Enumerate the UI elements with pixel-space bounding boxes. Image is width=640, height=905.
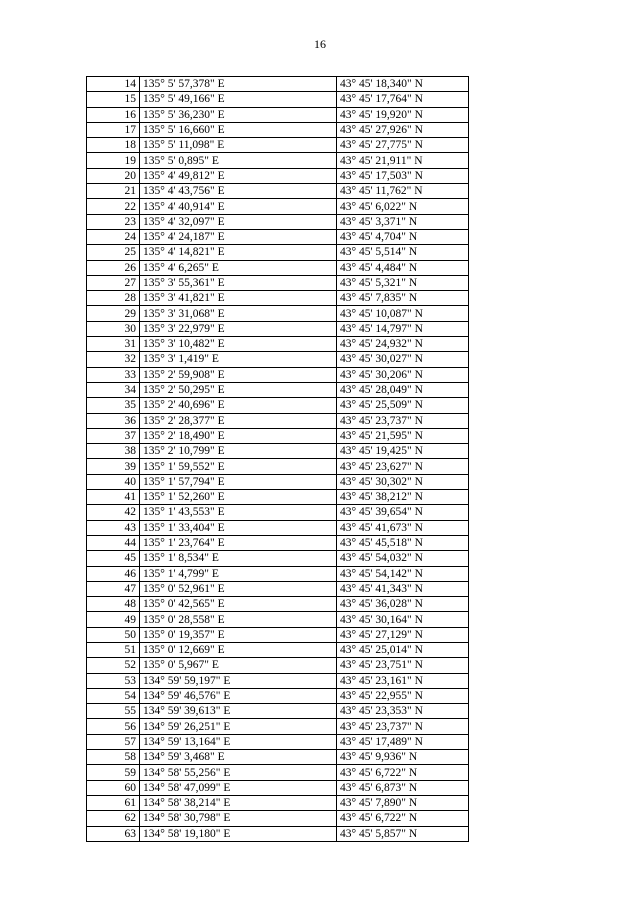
longitude-cell: 135° 0' 12,669" E bbox=[140, 642, 337, 657]
table-row bbox=[87, 811, 469, 826]
latitude-cell: 43° 45' 27,775" N bbox=[337, 138, 469, 153]
longitude-cell: 135° 5' 11,098" E bbox=[140, 138, 337, 153]
table-row bbox=[87, 734, 469, 749]
latitude-cell: 43° 45' 54,142" N bbox=[337, 566, 469, 581]
longitude-cell: 134° 58' 19,180" E bbox=[140, 826, 337, 841]
longitude-cell: 135° 1' 43,553" E bbox=[140, 505, 337, 520]
latitude-cell: 43° 45' 41,343" N bbox=[337, 581, 469, 596]
table-row bbox=[87, 260, 469, 275]
point-number-cell: 52 bbox=[87, 658, 140, 673]
longitude-cell: 134° 59' 46,576" E bbox=[140, 688, 337, 703]
table-row bbox=[87, 229, 469, 244]
longitude-cell: 135° 2' 40,696" E bbox=[140, 398, 337, 413]
point-number-cell: 24 bbox=[87, 229, 140, 244]
longitude-cell: 135° 1' 59,552" E bbox=[140, 459, 337, 474]
latitude-cell: 43° 45' 7,835" N bbox=[337, 291, 469, 306]
latitude-cell: 43° 45' 19,920" N bbox=[337, 107, 469, 122]
table-row bbox=[87, 122, 469, 137]
latitude-cell: 43° 45' 23,161" N bbox=[337, 673, 469, 688]
latitude-cell: 43° 45' 28,049" N bbox=[337, 382, 469, 397]
latitude-cell: 43° 45' 17,764" N bbox=[337, 92, 469, 107]
latitude-cell: 43° 45' 24,932" N bbox=[337, 337, 469, 352]
longitude-cell: 135° 3' 31,068" E bbox=[140, 306, 337, 321]
latitude-cell: 43° 45' 27,926" N bbox=[337, 122, 469, 137]
point-number-cell: 63 bbox=[87, 826, 140, 841]
latitude-cell: 43° 45' 30,206" N bbox=[337, 367, 469, 382]
table-row bbox=[87, 77, 469, 92]
longitude-cell: 135° 5' 57,378" E bbox=[140, 77, 337, 92]
latitude-cell: 43° 45' 17,489" N bbox=[337, 734, 469, 749]
longitude-cell: 135° 1' 8,534" E bbox=[140, 551, 337, 566]
longitude-cell: 135° 2' 28,377" E bbox=[140, 413, 337, 428]
latitude-cell: 43° 45' 21,595" N bbox=[337, 428, 469, 443]
longitude-cell: 135° 0' 19,357" E bbox=[140, 627, 337, 642]
point-number-cell: 48 bbox=[87, 597, 140, 612]
point-number-cell: 46 bbox=[87, 566, 140, 581]
point-number-cell: 17 bbox=[87, 122, 140, 137]
table-row bbox=[87, 780, 469, 795]
point-number-cell: 58 bbox=[87, 750, 140, 765]
table-row bbox=[87, 627, 469, 642]
table-row bbox=[87, 367, 469, 382]
longitude-cell: 135° 2' 50,295" E bbox=[140, 382, 337, 397]
longitude-cell: 135° 1' 33,404" E bbox=[140, 520, 337, 535]
point-number-cell: 45 bbox=[87, 551, 140, 566]
latitude-cell: 43° 45' 36,028" N bbox=[337, 597, 469, 612]
table-row bbox=[87, 245, 469, 260]
longitude-cell: 135° 0' 52,961" E bbox=[140, 581, 337, 596]
latitude-cell: 43° 45' 19,425" N bbox=[337, 444, 469, 459]
latitude-cell: 43° 45' 6,722" N bbox=[337, 811, 469, 826]
point-number-cell: 53 bbox=[87, 673, 140, 688]
latitude-cell: 43° 45' 30,027" N bbox=[337, 352, 469, 367]
table-row bbox=[87, 199, 469, 214]
table-row bbox=[87, 474, 469, 489]
latitude-cell: 43° 45' 5,857" N bbox=[337, 826, 469, 841]
coordinates-table bbox=[86, 76, 469, 842]
table-row bbox=[87, 428, 469, 443]
point-number-cell: 18 bbox=[87, 138, 140, 153]
table-row bbox=[87, 337, 469, 352]
point-number-cell: 57 bbox=[87, 734, 140, 749]
point-number-cell: 41 bbox=[87, 490, 140, 505]
table-row bbox=[87, 505, 469, 520]
longitude-cell: 135° 3' 41,821" E bbox=[140, 291, 337, 306]
longitude-cell: 135° 5' 0,895" E bbox=[140, 153, 337, 168]
latitude-cell: 43° 45' 6,873" N bbox=[337, 780, 469, 795]
point-number-cell: 38 bbox=[87, 444, 140, 459]
point-number-cell: 42 bbox=[87, 505, 140, 520]
point-number-cell: 23 bbox=[87, 214, 140, 229]
point-number-cell: 44 bbox=[87, 535, 140, 550]
table-row bbox=[87, 719, 469, 734]
point-number-cell: 61 bbox=[87, 795, 140, 810]
point-number-cell: 62 bbox=[87, 811, 140, 826]
point-number-cell: 40 bbox=[87, 474, 140, 489]
latitude-cell: 43° 45' 3,371" N bbox=[337, 214, 469, 229]
latitude-cell: 43° 45' 27,129" N bbox=[337, 627, 469, 642]
latitude-cell: 43° 45' 25,509" N bbox=[337, 398, 469, 413]
longitude-cell: 135° 4' 43,756" E bbox=[140, 184, 337, 199]
table-row bbox=[87, 535, 469, 550]
table-row bbox=[87, 765, 469, 780]
longitude-cell: 134° 58' 38,214" E bbox=[140, 795, 337, 810]
table-row bbox=[87, 214, 469, 229]
table-row bbox=[87, 168, 469, 183]
longitude-cell: 135° 1' 57,794" E bbox=[140, 474, 337, 489]
table-row bbox=[87, 107, 469, 122]
longitude-cell: 135° 0' 5,967" E bbox=[140, 658, 337, 673]
latitude-cell: 43° 45' 7,890" N bbox=[337, 795, 469, 810]
longitude-cell: 135° 4' 24,187" E bbox=[140, 229, 337, 244]
longitude-cell: 134° 59' 3,468" E bbox=[140, 750, 337, 765]
table-row bbox=[87, 750, 469, 765]
longitude-cell: 135° 3' 1,419" E bbox=[140, 352, 337, 367]
latitude-cell: 43° 45' 23,737" N bbox=[337, 719, 469, 734]
point-number-cell: 30 bbox=[87, 321, 140, 336]
table-row bbox=[87, 795, 469, 810]
point-number-cell: 33 bbox=[87, 367, 140, 382]
table-row bbox=[87, 566, 469, 581]
table-row bbox=[87, 490, 469, 505]
point-number-cell: 36 bbox=[87, 413, 140, 428]
table-row bbox=[87, 642, 469, 657]
longitude-cell: 135° 5' 49,166" E bbox=[140, 92, 337, 107]
latitude-cell: 43° 45' 54,032" N bbox=[337, 551, 469, 566]
table-row bbox=[87, 704, 469, 719]
point-number-cell: 34 bbox=[87, 382, 140, 397]
latitude-cell: 43° 45' 30,164" N bbox=[337, 612, 469, 627]
table-row bbox=[87, 382, 469, 397]
point-number-cell: 31 bbox=[87, 337, 140, 352]
latitude-cell: 43° 45' 9,936" N bbox=[337, 750, 469, 765]
latitude-cell: 43° 45' 5,514" N bbox=[337, 245, 469, 260]
longitude-cell: 134° 59' 13,164" E bbox=[140, 734, 337, 749]
point-number-cell: 32 bbox=[87, 352, 140, 367]
latitude-cell: 43° 45' 23,353" N bbox=[337, 704, 469, 719]
longitude-cell: 135° 4' 14,821" E bbox=[140, 245, 337, 260]
latitude-cell: 43° 45' 23,627" N bbox=[337, 459, 469, 474]
point-number-cell: 49 bbox=[87, 612, 140, 627]
longitude-cell: 135° 4' 49,812" E bbox=[140, 168, 337, 183]
longitude-cell: 134° 59' 26,251" E bbox=[140, 719, 337, 734]
table-row bbox=[87, 459, 469, 474]
point-number-cell: 26 bbox=[87, 260, 140, 275]
latitude-cell: 43° 45' 38,212" N bbox=[337, 490, 469, 505]
point-number-cell: 21 bbox=[87, 184, 140, 199]
table-row bbox=[87, 413, 469, 428]
coordinates-table-body bbox=[87, 77, 469, 842]
point-number-cell: 25 bbox=[87, 245, 140, 260]
longitude-cell: 134° 58' 30,798" E bbox=[140, 811, 337, 826]
longitude-cell: 135° 2' 18,490" E bbox=[140, 428, 337, 443]
point-number-cell: 54 bbox=[87, 688, 140, 703]
point-number-cell: 51 bbox=[87, 642, 140, 657]
point-number-cell: 59 bbox=[87, 765, 140, 780]
table-row bbox=[87, 153, 469, 168]
latitude-cell: 43° 45' 4,484" N bbox=[337, 260, 469, 275]
longitude-cell: 135° 3' 22,979" E bbox=[140, 321, 337, 336]
point-number-cell: 35 bbox=[87, 398, 140, 413]
longitude-cell: 134° 58' 55,256" E bbox=[140, 765, 337, 780]
point-number-cell: 16 bbox=[87, 107, 140, 122]
longitude-cell: 135° 1' 23,764" E bbox=[140, 535, 337, 550]
point-number-cell: 56 bbox=[87, 719, 140, 734]
latitude-cell: 43° 45' 14,797" N bbox=[337, 321, 469, 336]
table-row bbox=[87, 597, 469, 612]
point-number-cell: 37 bbox=[87, 428, 140, 443]
longitude-cell: 135° 3' 55,361" E bbox=[140, 275, 337, 290]
longitude-cell: 135° 5' 16,660" E bbox=[140, 122, 337, 137]
latitude-cell: 43° 45' 30,302" N bbox=[337, 474, 469, 489]
point-number-cell: 28 bbox=[87, 291, 140, 306]
table-row bbox=[87, 92, 469, 107]
longitude-cell: 135° 4' 6,265" E bbox=[140, 260, 337, 275]
point-number-cell: 14 bbox=[87, 77, 140, 92]
longitude-cell: 135° 0' 42,565" E bbox=[140, 597, 337, 612]
page-number: 16 bbox=[314, 37, 326, 51]
table-row bbox=[87, 184, 469, 199]
longitude-cell: 135° 4' 40,914" E bbox=[140, 199, 337, 214]
latitude-cell: 43° 45' 17,503" N bbox=[337, 168, 469, 183]
point-number-cell: 60 bbox=[87, 780, 140, 795]
longitude-cell: 135° 4' 32,097" E bbox=[140, 214, 337, 229]
point-number-cell: 47 bbox=[87, 581, 140, 596]
point-number-cell: 29 bbox=[87, 306, 140, 321]
table-row bbox=[87, 612, 469, 627]
point-number-cell: 43 bbox=[87, 520, 140, 535]
table-row bbox=[87, 658, 469, 673]
table-row bbox=[87, 352, 469, 367]
longitude-cell: 135° 2' 59,908" E bbox=[140, 367, 337, 382]
point-number-cell: 20 bbox=[87, 168, 140, 183]
longitude-cell: 135° 1' 52,260" E bbox=[140, 490, 337, 505]
table-row bbox=[87, 688, 469, 703]
latitude-cell: 43° 45' 23,751" N bbox=[337, 658, 469, 673]
point-number-cell: 27 bbox=[87, 275, 140, 290]
point-number-cell: 15 bbox=[87, 92, 140, 107]
table-row bbox=[87, 291, 469, 306]
latitude-cell: 43° 45' 10,087" N bbox=[337, 306, 469, 321]
longitude-cell: 135° 0' 28,558" E bbox=[140, 612, 337, 627]
longitude-cell: 135° 1' 4,799" E bbox=[140, 566, 337, 581]
latitude-cell: 43° 45' 21,911" N bbox=[337, 153, 469, 168]
latitude-cell: 43° 45' 22,955" N bbox=[337, 688, 469, 703]
table-row bbox=[87, 673, 469, 688]
table-row bbox=[87, 306, 469, 321]
longitude-cell: 134° 59' 39,613" E bbox=[140, 704, 337, 719]
longitude-cell: 135° 2' 10,799" E bbox=[140, 444, 337, 459]
point-number-cell: 55 bbox=[87, 704, 140, 719]
latitude-cell: 43° 45' 18,340" N bbox=[337, 77, 469, 92]
latitude-cell: 43° 45' 25,014" N bbox=[337, 642, 469, 657]
latitude-cell: 43° 45' 41,673" N bbox=[337, 520, 469, 535]
point-number-cell: 39 bbox=[87, 459, 140, 474]
longitude-cell: 134° 58' 47,099" E bbox=[140, 780, 337, 795]
latitude-cell: 43° 45' 23,737" N bbox=[337, 413, 469, 428]
table-row bbox=[87, 581, 469, 596]
longitude-cell: 135° 5' 36,230" E bbox=[140, 107, 337, 122]
latitude-cell: 43° 45' 11,762" N bbox=[337, 184, 469, 199]
table-row bbox=[87, 398, 469, 413]
table-row bbox=[87, 138, 469, 153]
latitude-cell: 43° 45' 39,654" N bbox=[337, 505, 469, 520]
longitude-cell: 134° 59' 59,197" E bbox=[140, 673, 337, 688]
table-row bbox=[87, 275, 469, 290]
table-row bbox=[87, 826, 469, 841]
latitude-cell: 43° 45' 5,321" N bbox=[337, 275, 469, 290]
point-number-cell: 22 bbox=[87, 199, 140, 214]
point-number-cell: 19 bbox=[87, 153, 140, 168]
longitude-cell: 135° 3' 10,482" E bbox=[140, 337, 337, 352]
latitude-cell: 43° 45' 4,704" N bbox=[337, 229, 469, 244]
latitude-cell: 43° 45' 6,722" N bbox=[337, 765, 469, 780]
point-number-cell: 50 bbox=[87, 627, 140, 642]
table-row bbox=[87, 321, 469, 336]
table-row bbox=[87, 520, 469, 535]
latitude-cell: 43° 45' 45,518" N bbox=[337, 535, 469, 550]
table-row bbox=[87, 551, 469, 566]
latitude-cell: 43° 45' 6,022" N bbox=[337, 199, 469, 214]
table-row bbox=[87, 444, 469, 459]
